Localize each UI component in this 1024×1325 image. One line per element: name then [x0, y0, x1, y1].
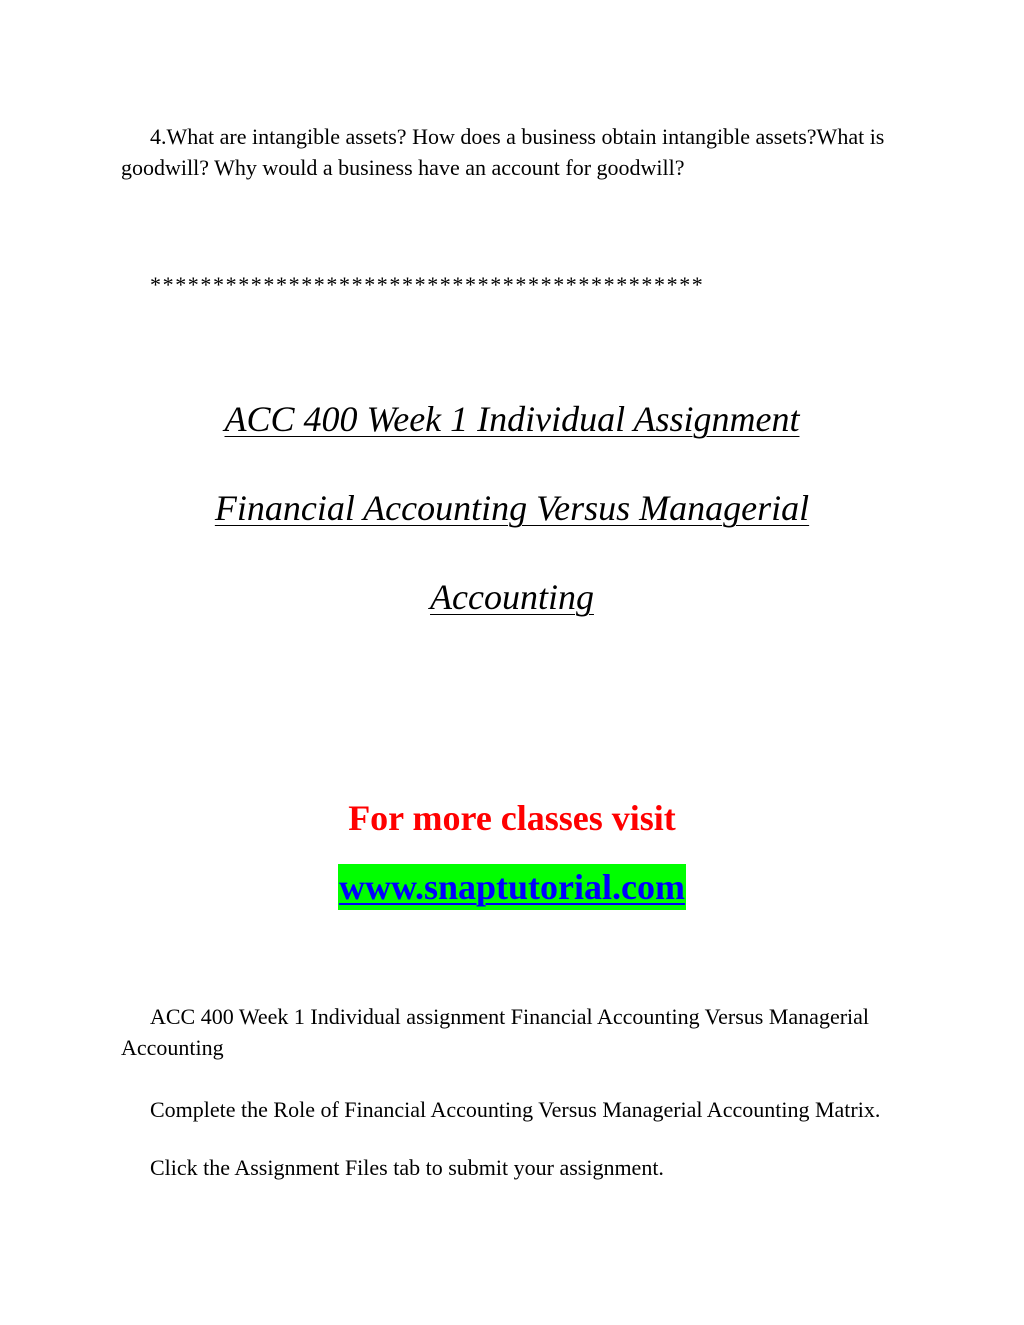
- heading-line-3-text: Accounting: [430, 577, 594, 617]
- heading-line-2: [0, 487, 1024, 529]
- heading-line-1-text: ACC 400 Week 1 Individual Assignment: [224, 399, 800, 439]
- assignment-title: ACC 400 Week 1 Individual assignment Financial Accounting Versus Managerial Accounting: [121, 1004, 870, 1060]
- question-text: 4.What are intangible assets? How does a business obtain intangible assets?What is goodwill? Why would a business have an account for goodwill?: [121, 124, 885, 180]
- separator: ********************************************: [150, 272, 705, 297]
- instruction-1: Complete the Role of Financial Accounting Versus Managerial Accounting Matrix.: [150, 1097, 881, 1122]
- promo-text: For more classes visit: [348, 798, 676, 838]
- heading-line-3: [0, 576, 1024, 618]
- heading-line-2-text: Financial Accounting Versus Managerial: [214, 488, 810, 528]
- website-link[interactable]: www.snaptutorial.com: [338, 864, 686, 910]
- heading-line-1: [0, 398, 1024, 440]
- instruction-2: Click the Assignment Files tab to submit your assignment.: [150, 1155, 664, 1180]
- promo-link-wrap: [0, 864, 1024, 910]
